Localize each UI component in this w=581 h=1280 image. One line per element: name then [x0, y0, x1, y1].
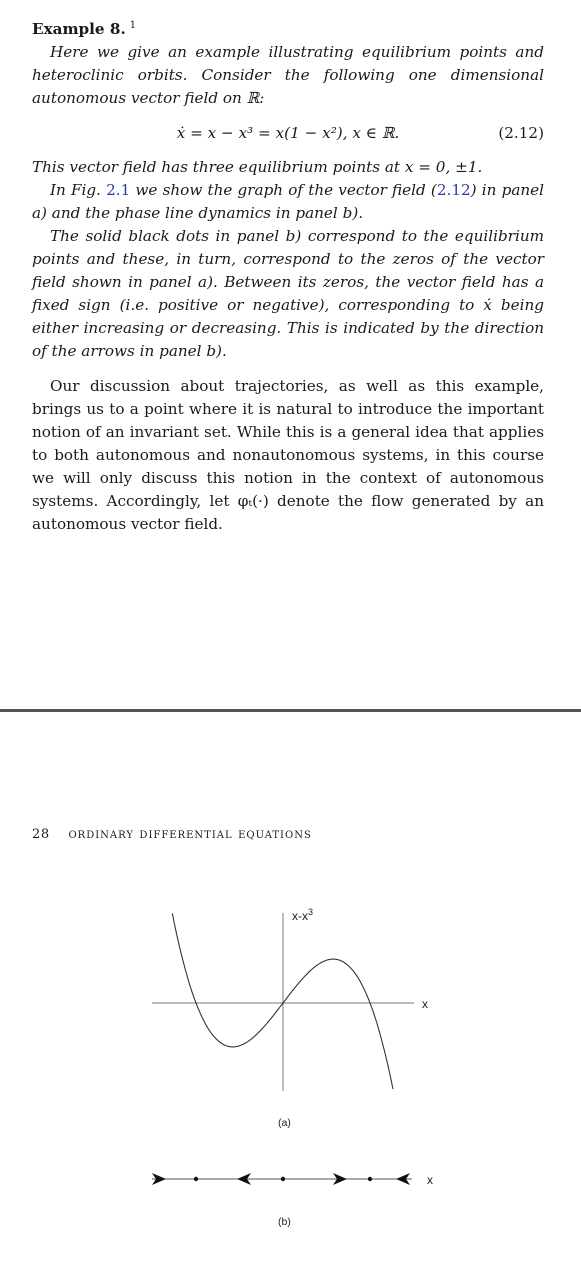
- equation-row: [32, 110, 544, 156]
- running-head: [32, 826, 312, 842]
- equation: ẋ = x − x³ = x(1 − x²), x ∈ ℝ.: [176, 124, 400, 143]
- fig-post-text: ) in panel a) and the phase line dynamics in panel b).: [32, 181, 544, 223]
- panel-b: [152, 1173, 433, 1228]
- discussion-paragraph: Our discussion about trajectories, as well as this example, brings us to a point where it is natural to introduce the important notion of an invariant set. While this is a general idea that applies to both autonomous and nonautonomous systems, in this course we will only discuss this notion in the context of autonomous systems. Accordingly, let φₜ(·) denote the flow generated by an autonomous vector field.: [32, 377, 544, 534]
- equilibrium-dot: [368, 1177, 372, 1181]
- example-heading: [32, 14, 544, 41]
- figure-2-1: [0, 880, 581, 1240]
- page-number: 28: [32, 827, 50, 842]
- figure-reference-link[interactable]: 2.1: [106, 181, 131, 200]
- equilibria-sentence: This vector field has three equilibrium points at x = 0, ±1.: [32, 158, 483, 177]
- dots-paragraph: The solid black dots in panel b) correspond to the equilibrium points and these, in turn, correspond to the zeros of the vector field shown in panel a). Between its zeros, the vector field has a fixed sign (i.e. positive or negative), corresponding to ẋ being either increasing or decreasing. This is indicated by the direction of the arrows in panel b).: [32, 227, 544, 361]
- example-title: Example 8.: [32, 20, 126, 39]
- fig-mid-text: we show the graph of the vector field (: [130, 181, 437, 200]
- panel-a-x-label: x: [422, 997, 428, 1011]
- equation-number: (2.12): [498, 124, 544, 143]
- footnote-mark: 1: [129, 20, 137, 31]
- running-head-title: ordinary differential equations: [68, 826, 312, 842]
- panel-a: [152, 907, 428, 1129]
- equilibrium-dot: [281, 1177, 285, 1181]
- panel-a-y-label: $x-x^3$: [292, 907, 314, 923]
- fig-pre-text: In Fig.: [50, 181, 107, 200]
- figure-sentence: [32, 179, 544, 225]
- example-intro: Here we give an example illustrating equilibrium points and heteroclinic orbits. Consider the following one dimensional autonomous vector field on ℝ:: [32, 43, 544, 108]
- equilibrium-dot: [194, 1177, 198, 1181]
- panel-b-x-label: x: [427, 1173, 433, 1187]
- panel-a-caption: (a): [278, 1117, 291, 1129]
- page-divider: [0, 709, 581, 712]
- equation-reference-link[interactable]: 2.12: [436, 181, 471, 200]
- page-top: [32, 14, 544, 551]
- panel-b-caption: (b): [278, 1216, 291, 1228]
- example-body: [32, 41, 544, 363]
